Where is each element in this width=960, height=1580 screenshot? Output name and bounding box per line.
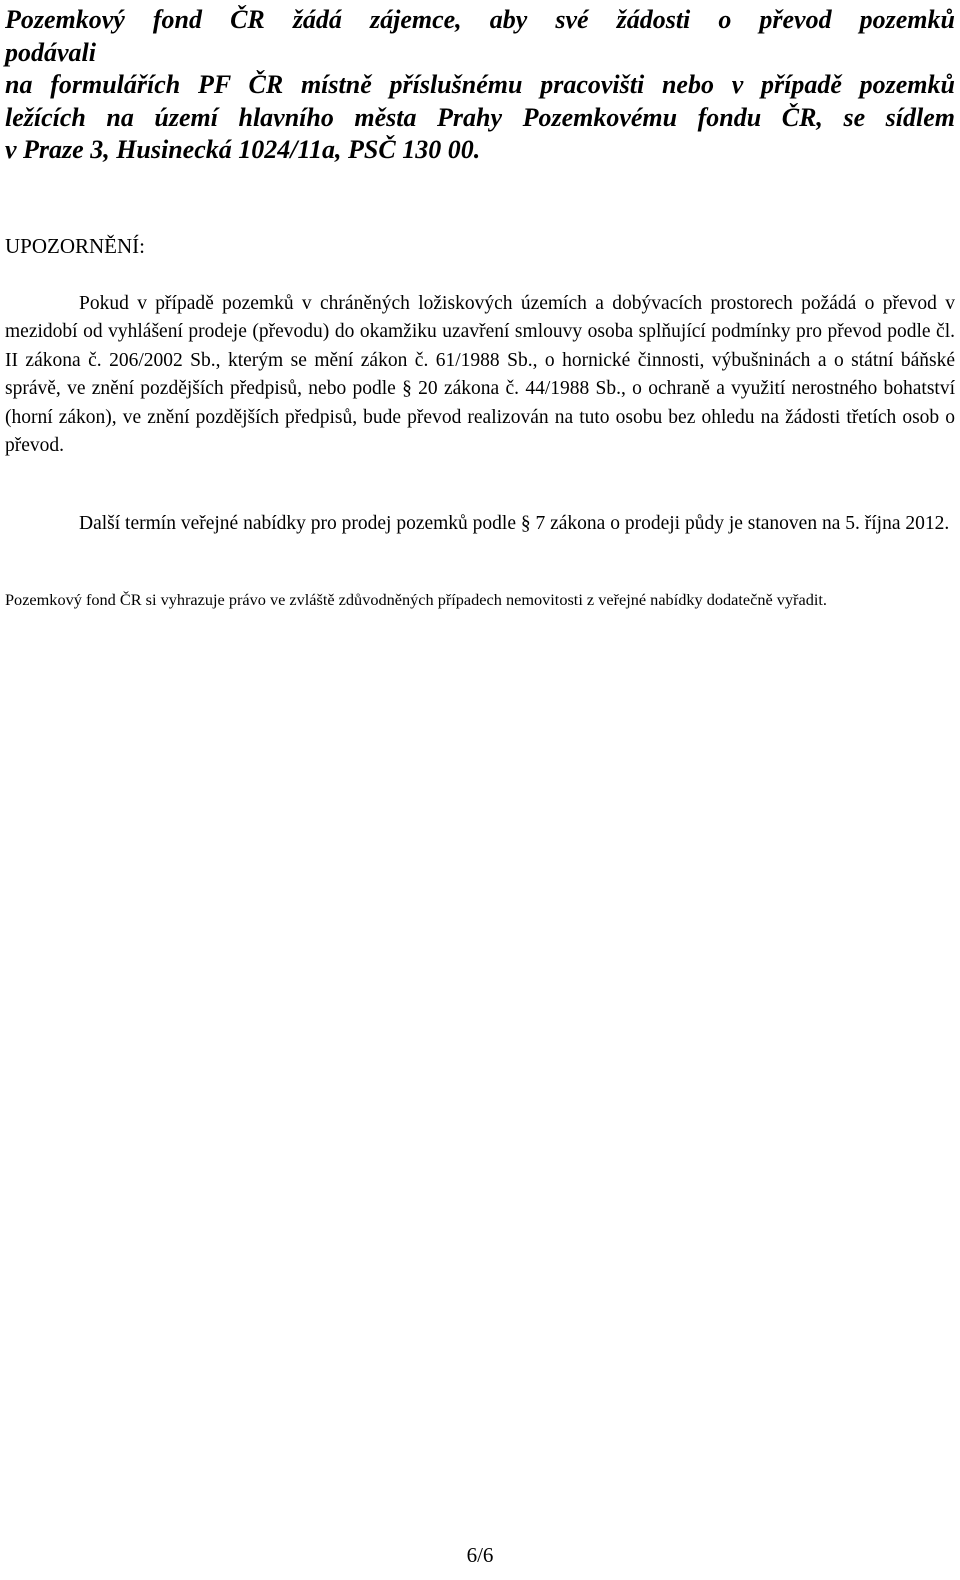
warning-heading: UPOZORNĚNÍ: bbox=[5, 234, 145, 258]
warning-paragraph: Pokud v případě pozemků v chráněných ložiskových územích a dobývacích prostorech požádá o převod v mezidobí od vyhlášení prodeje (převodu) do okamžiku uzavření smlouvy osoba splňující podmínky pro převod podle čl. II zákona č. 206/2002 Sb., kterým se mění zákon č. 61/1988 Sb., o hornické činnosti, výbušninách a o státní báňské správě, ve znění pozdějších předpisů, nebo podle § 20 zákona č. 44/1988 Sb., o ochraně a využití nerostného bohatství (horní zákon), ve znění pozdějších předpisů, bude převod realizován na tuto osobu bez ohledu na žádosti třetích osob o převod. bbox=[5, 293, 955, 457]
page-number: 6/6 bbox=[466, 1543, 494, 1567]
intro-line: v Praze 3, Husinecká 1024/11a, PSČ 130 00. bbox=[5, 135, 481, 164]
intro-line: na formulářích PF ČR místně příslušnému pracovišti nebo v případě pozemků bbox=[5, 70, 955, 99]
next-offer-paragraph: Další termín veřejné nabídky pro prodej pozemků podle § 7 zákona o prodeji půdy je stanoven na 5. října 2012. bbox=[79, 513, 950, 534]
intro-line: podávali bbox=[5, 37, 96, 67]
intro-line: Pozemkový fond ČR žádá zájemce, aby své žádosti o převod pozemků bbox=[5, 5, 955, 34]
intro-line: ležících na území hlavního města Prahy Pozemkovému fondu ČR, se sídlem bbox=[5, 102, 955, 132]
reservation-note: Pozemkový fond ČR si vyhrazuje právo ve zvláště zdůvodněných případech nemovitosti z veřejné nabídky dodatečně vyřadit. bbox=[5, 590, 827, 609]
intro-paragraph bbox=[5, 4, 955, 167]
